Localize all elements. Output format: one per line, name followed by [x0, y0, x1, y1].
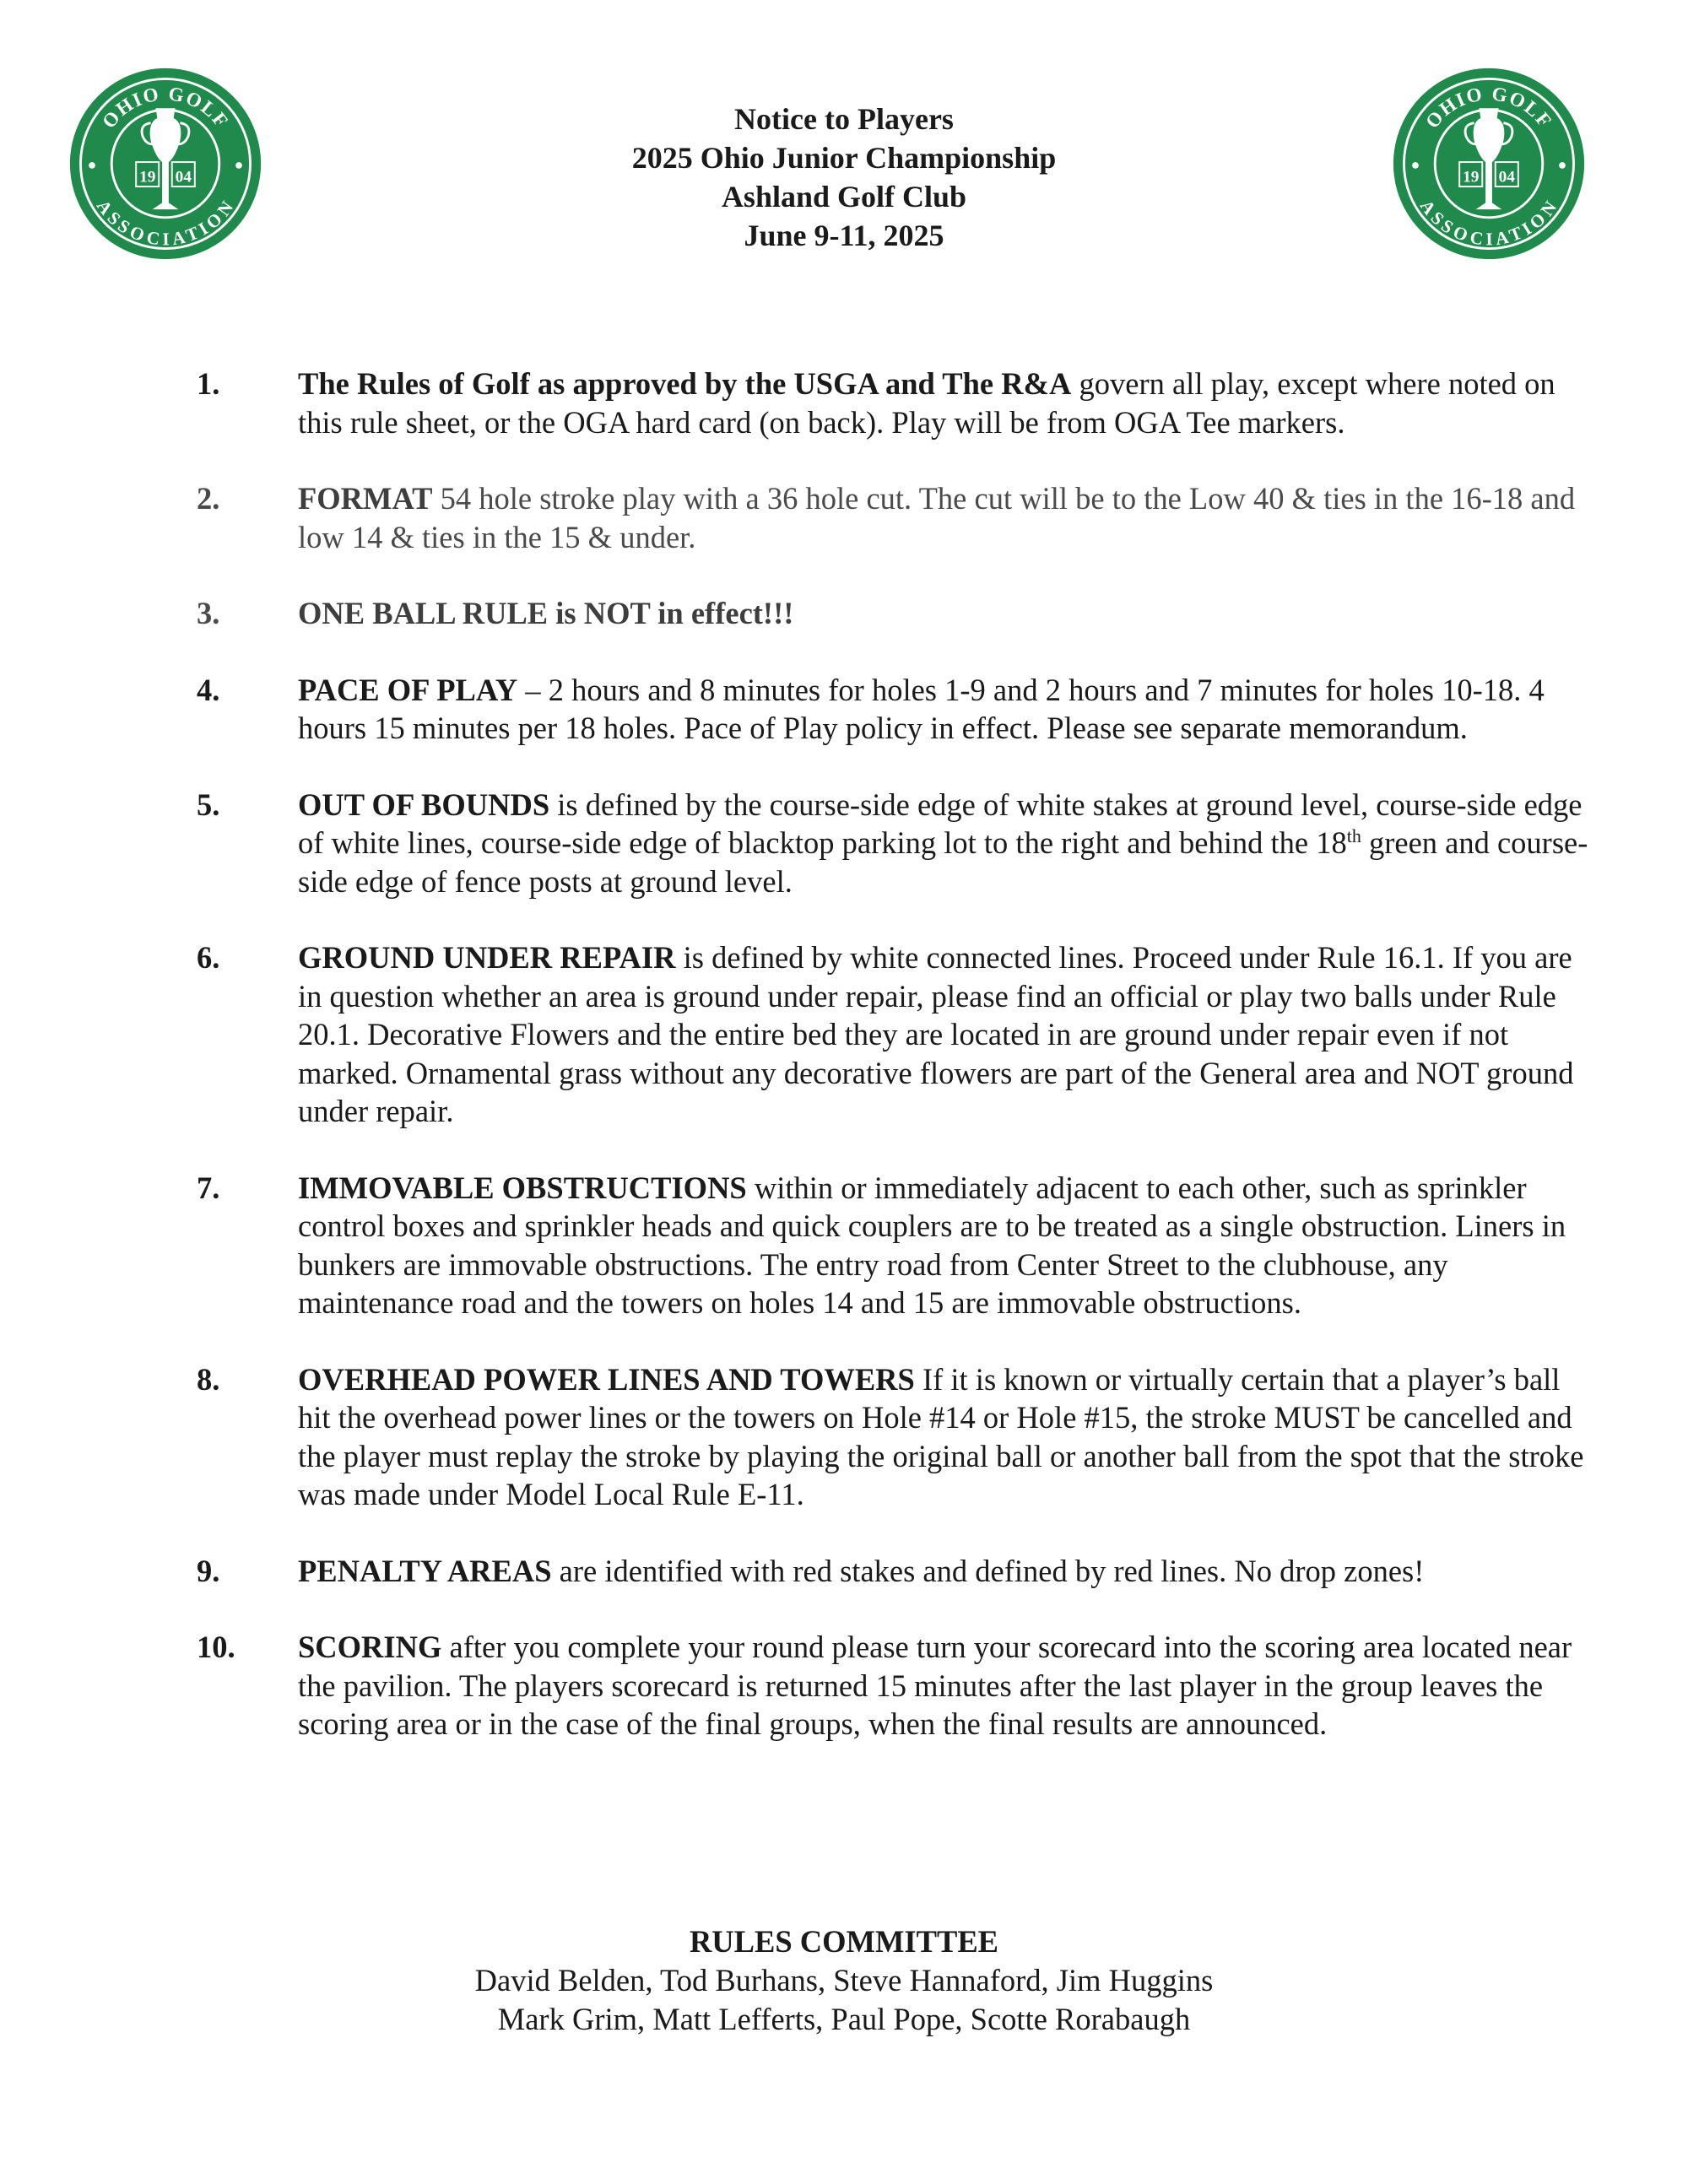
rule-number: 1.	[197, 366, 220, 401]
oga-logo-left	[68, 66, 263, 262]
rule-item-7	[197, 1169, 1598, 1322]
rule-title: OVERHEAD POWER LINES AND TOWERS	[298, 1361, 915, 1397]
rule-item-9	[197, 1552, 1598, 1591]
rule-number: 10.	[197, 1630, 235, 1664]
rule-item-8	[197, 1360, 1598, 1514]
oga-logo-right	[1391, 66, 1587, 262]
rule-number: 3.	[197, 596, 220, 630]
logo-top-text: OHIO GOLF	[98, 83, 233, 133]
rule-item-4	[197, 671, 1598, 748]
logo-top-text: OHIO GOLF	[1421, 83, 1556, 133]
rule-item-1	[197, 365, 1598, 441]
rule-item-6	[197, 938, 1598, 1131]
committee-members-line-2: Mark Grim, Matt Lefferts, Paul Pope, Scotte Rorabaugh	[497, 2002, 1191, 2036]
rule-title: ONE BALL RULE is NOT in effect!!!	[298, 596, 794, 630]
rules-committee	[253, 1922, 1435, 2039]
rule-title: FORMAT	[298, 481, 433, 516]
logo-year-right: 04	[1498, 168, 1515, 187]
logo-bottom-text: ASSOCIATION	[92, 196, 239, 250]
rule-text-after: green and course-side edge of fence posts at ground level.	[298, 825, 1588, 899]
header-dates: June 9-11, 2025	[744, 219, 944, 252]
rule-number: 2.	[197, 481, 220, 516]
header-event: 2025 Ohio Junior Championship	[631, 141, 1057, 175]
rule-title: IMMOVABLE OBSTRUCTIONS	[298, 1170, 747, 1205]
rule-number: 8.	[197, 1361, 220, 1397]
rule-title: The Rules of Golf as approved by the USGA and The R&A	[298, 366, 1072, 401]
rule-text: is defined by the course-side edge of white stakes at ground level, course-side edge of white lines, course-side edge of blacktop parking lot to the right and behind the 18	[298, 787, 1582, 860]
rule-text: are identified with red stakes and defined by red lines. No drop zones!	[551, 1553, 1425, 1588]
rule-text: is defined by white connected lines. Proceed under Rule 16.1. If you are in question whether an area is ground under repair, please find an official or play two balls under Rule 20.1. Decorative Flowers and the entire bed they are located in are ground under repair even if not marked. Ornamental grass without any decorative flowers are part of the General area and NOT ground under repair.	[298, 940, 1574, 1128]
rule-text: 54 hole stroke play with a 36 hole cut. The cut will be to the Low 40 & ties in the 16-18 and low 14 & ties in the 15 & under.	[298, 481, 1576, 554]
rule-text: within or immediately adjacent to each other, such as sprinkler control boxes and sprinkler heads and quick couplers are to be treated as a single obstruction. Liners in bunkers are immovable obstructions. The entry road from Center Street to the clubhouse, any maintenance road and the towers on holes 14 and 15 are immovable obstructions.	[298, 1170, 1566, 1320]
oga-seal-icon	[68, 66, 263, 262]
rule-superscript: th	[1346, 824, 1361, 846]
rule-number: 9.	[197, 1553, 220, 1588]
logo-year-left: 19	[139, 168, 156, 187]
rule-number: 7.	[197, 1170, 220, 1205]
header-venue: Ashland Golf Club	[721, 180, 967, 214]
rule-item-5	[197, 786, 1598, 901]
rules-list	[197, 365, 1598, 1781]
rule-title: SCORING	[298, 1630, 442, 1664]
rule-title: PENALTY AREAS	[298, 1553, 552, 1588]
rule-item-10	[197, 1628, 1598, 1743]
oga-seal-icon	[1391, 66, 1587, 262]
committee-title: RULES COMMITTEE	[689, 1924, 999, 1959]
committee-members-line-1: David Belden, Tod Burhans, Steve Hannaford, Jim Huggins	[474, 1963, 1214, 1997]
rule-item-2	[197, 479, 1598, 556]
header-title: Notice to Players	[734, 102, 954, 136]
rule-text: – 2 hours and 8 minutes for holes 1-9 and 2 hours and 7 minutes for holes 10-18. 4 hours 15 minutes per 18 holes. Pace of Play policy in effect. Please see separate memorandum.	[298, 672, 1545, 745]
rule-number: 4.	[197, 672, 220, 707]
rule-text: after you complete your round please turn your scorecard into the scoring area located near the pavilion. The players scorecard is returned 15 minutes after the last player in the group leaves the scoring area or in the case of the final groups, when the final results are announced.	[298, 1630, 1572, 1741]
rule-text: If it is known or virtually certain that a player’s ball hit the overhead power lines or the towers on Hole #14 or Hole #15, the stroke MUST be cancelled and the player must replay the stroke by playing the original ball or another ball from the spot that the stroke was made under Model Local Rule E-11.	[298, 1361, 1584, 1511]
logo-year-right: 04	[175, 168, 192, 187]
logo-bottom-text: ASSOCIATION	[1415, 196, 1562, 250]
rule-title: GROUND UNDER REPAIR	[298, 940, 676, 975]
rule-number: 5.	[197, 787, 220, 822]
rule-title: PACE OF PLAY	[298, 672, 518, 707]
notice-header	[422, 100, 1266, 255]
logo-year-left: 19	[1463, 168, 1480, 187]
rule-text: govern all play, except where noted on this rule sheet, or the OGA hard card (on back). Play will be from OGA Tee markers.	[298, 366, 1555, 440]
rule-item-3	[197, 594, 1598, 633]
rule-number: 6.	[197, 940, 220, 975]
rule-title: OUT OF BOUNDS	[298, 787, 550, 822]
